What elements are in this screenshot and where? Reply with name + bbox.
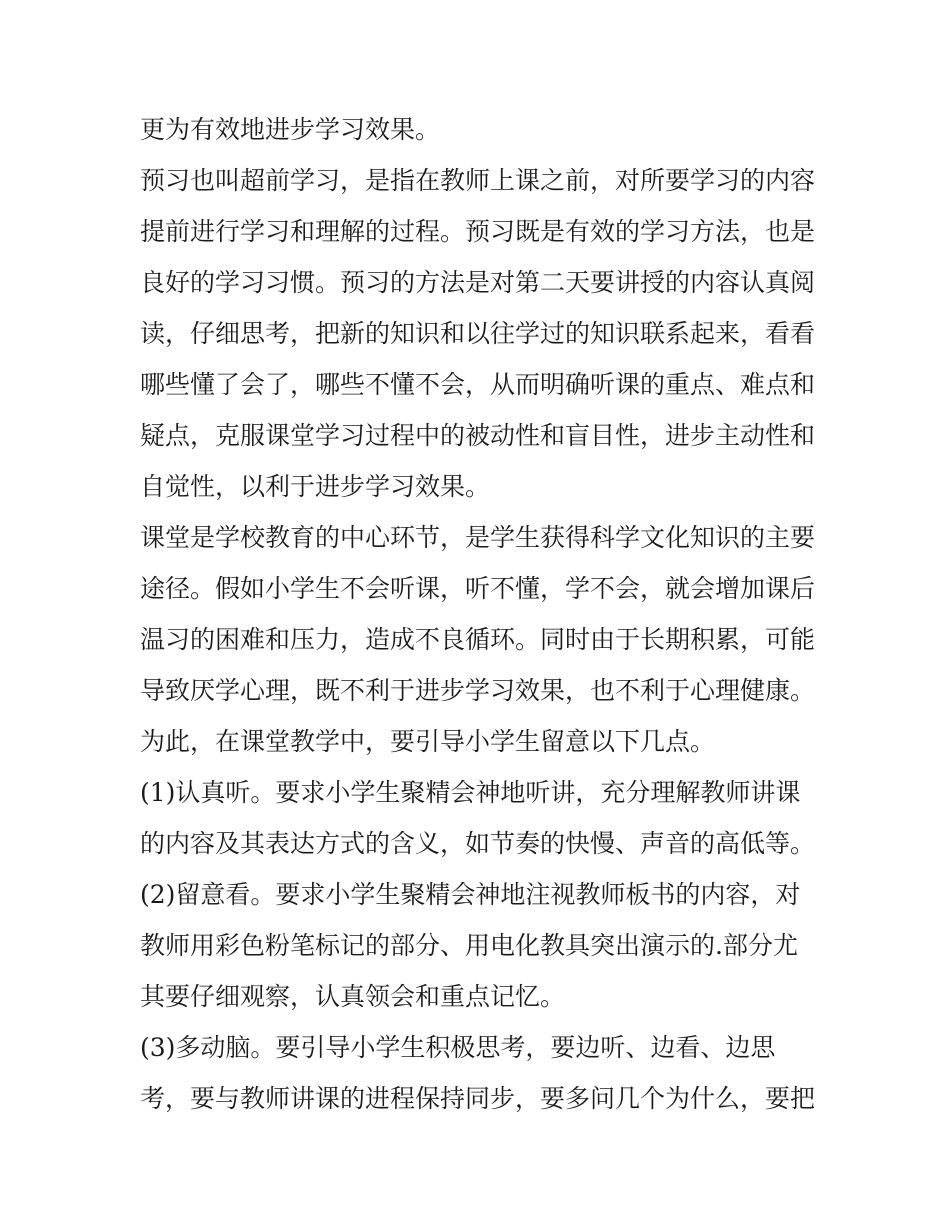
text-line: 其要仔细观察，认真领会和重点记忆。 [140, 982, 566, 1011]
text-line: (2)留意看。要求小学生聚精会神地注视教师板书的内容，对 [140, 880, 801, 909]
text-line: 良好的学习习惯。预习的方法是对第二天要讲授的内容认真阅 [140, 268, 816, 297]
text-line: 疑点，克服课堂学习过程中的被动性和盲目性，进步主动性和 [140, 421, 816, 450]
text-line: (3)多动脑。要引导小学生积极思考，要边听、边看、边思 [140, 1033, 776, 1062]
text-line: 课堂是学校教育的中心环节，是学生获得科学文化知识的主要 [140, 523, 816, 552]
text-line: 温习的困难和压力，造成不良循环。同时由于长期积累，可能 [140, 625, 816, 654]
body-text [140, 104, 820, 1124]
text-line: 的内容及其表达方式的含义，如节奏的快慢、声音的高低等。 [140, 829, 816, 858]
text-line: 考，要与教师讲课的进程保持同步，要多问几个为什么，要把 [140, 1084, 816, 1113]
text-line: 导致厌学心理，既不利于进步学习效果，也不利于心理健康。 [140, 676, 816, 705]
text-line: 提前进行学习和理解的过程。预习既是有效的学习方法，也是 [140, 217, 816, 246]
text-line: 预习也叫超前学习，是指在教师上课之前，对所要学习的内容 [140, 166, 816, 195]
text-line: 读，仔细思考，把新的知识和以往学过的知识联系起来，看看 [140, 319, 816, 348]
text-line: 自觉性，以利于进步学习效果。 [140, 472, 491, 501]
text-line: 途径。假如小学生不会听课，听不懂，学不会，就会增加课后 [140, 574, 816, 603]
text-line: 更为有效地进步学习效果。 [140, 115, 441, 144]
text-line: 教师用彩色粉笔标记的部分、用电化教具突出演示的.部分尤 [140, 931, 798, 960]
text-line: 哪些懂了会了，哪些不懂不会，从而明确听课的重点、难点和 [140, 370, 816, 399]
text-line: (1)认真听。要求小学生聚精会神地听讲，充分理解教师讲课 [140, 778, 801, 807]
text-line: 为此，在课堂教学中，要引导小学生留意以下几点。 [140, 727, 716, 756]
